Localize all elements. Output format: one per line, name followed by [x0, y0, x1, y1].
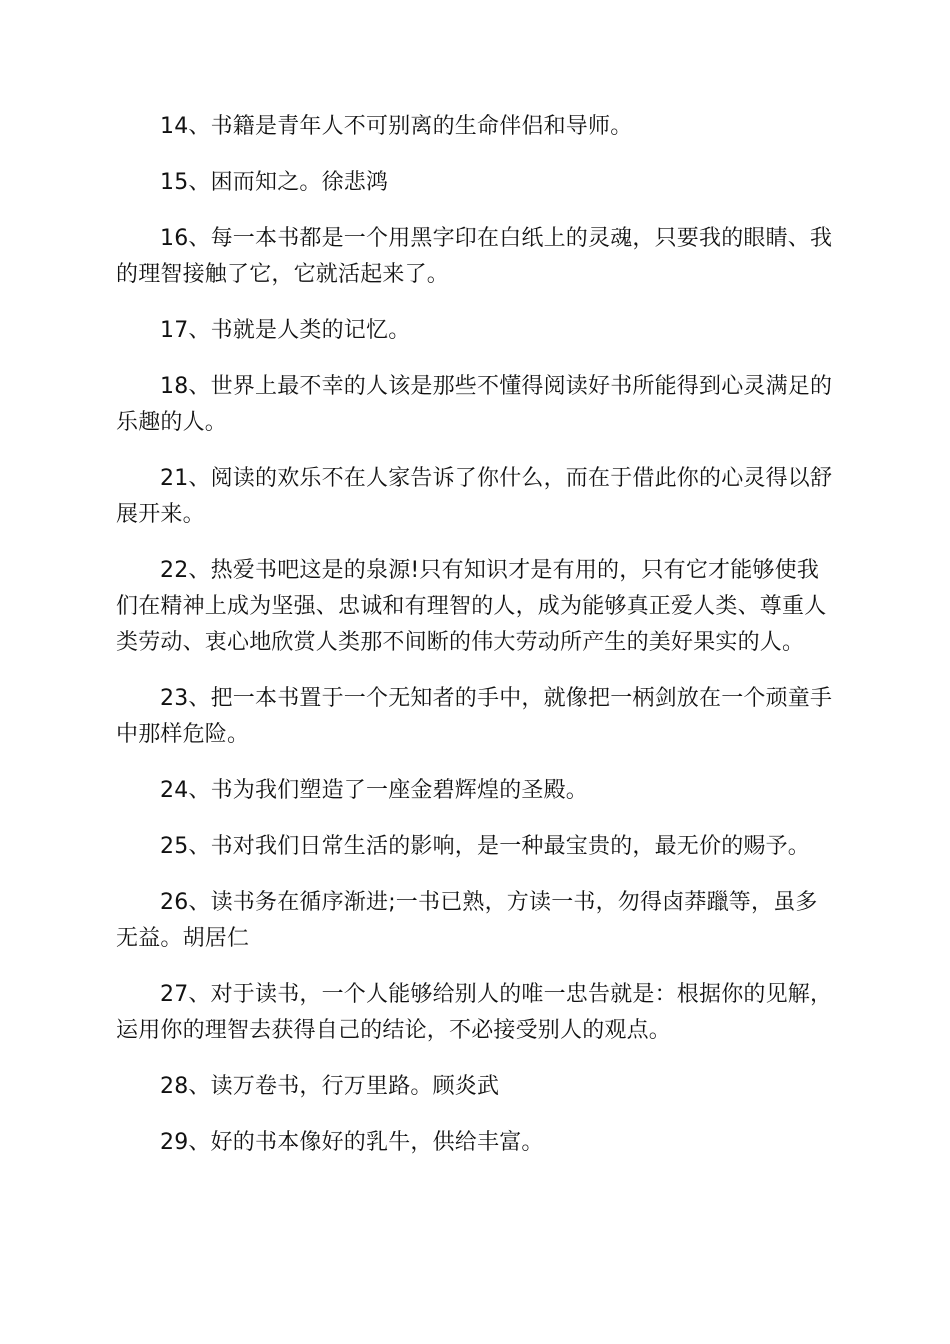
quote-paragraph: 14、书籍是青年人不可别离的生命伴侣和导师。 [160, 114, 633, 139]
document-body [116, 109, 836, 1181]
quote-paragraph: 21、阅读的欢乐不在人家告诉了你什么，而在于借此你的心灵得以舒展开来。 [116, 466, 833, 527]
quote-paragraph: 23、把一本书置于一个无知者的手中，就像把一柄剑放在一个顽童手中那样危险。 [116, 686, 833, 747]
quote-paragraph: 24、书为我们塑造了一座金碧辉煌的圣殿。 [160, 778, 588, 803]
quote-paragraph: 18、世界上最不幸的人该是那些不懂得阅读好书所能得到心灵满足的乐趣的人。 [116, 374, 833, 435]
quote-paragraph: 26、读书务在循序渐进;一书已熟，方读一书，勿得卤莽躐等，虽多无益。胡居仁 [116, 890, 818, 951]
quote-paragraph: 15、困而知之。徐悲鸿 [160, 170, 389, 195]
quote-paragraph: 17、书就是人类的记忆。 [160, 318, 411, 343]
quote-paragraph: 22、热爱书吧这是的泉源!只有知识才是有用的，只有它才能够使我们在精神上成为坚强、忠诚和有理智的人，成为能够真正爱人类、尊重人类劳动、衷心地欣赏人类那不间断的伟大劳动所产生的美好果实的人。 [116, 558, 827, 655]
quote-paragraph: 29、好的书本像好的乳牛，供给丰富。 [160, 1130, 544, 1155]
quote-paragraph: 25、书对我们日常生活的影响，是一种最宝贵的，最无价的赐予。 [160, 834, 810, 859]
quote-paragraph: 16、每一本书都是一个用黑字印在白纸上的灵魂，只要我的眼睛、我的理智接触了它，它就活起来了。 [116, 226, 833, 287]
quote-paragraph: 28、读万卷书，行万里路。顾炎武 [160, 1074, 500, 1099]
quote-paragraph: 27、对于读书，一个人能够给别人的唯一忠告就是：根据你的见解，运用你的理智去获得自己的结论，不必接受别人的观点。 [116, 982, 833, 1043]
